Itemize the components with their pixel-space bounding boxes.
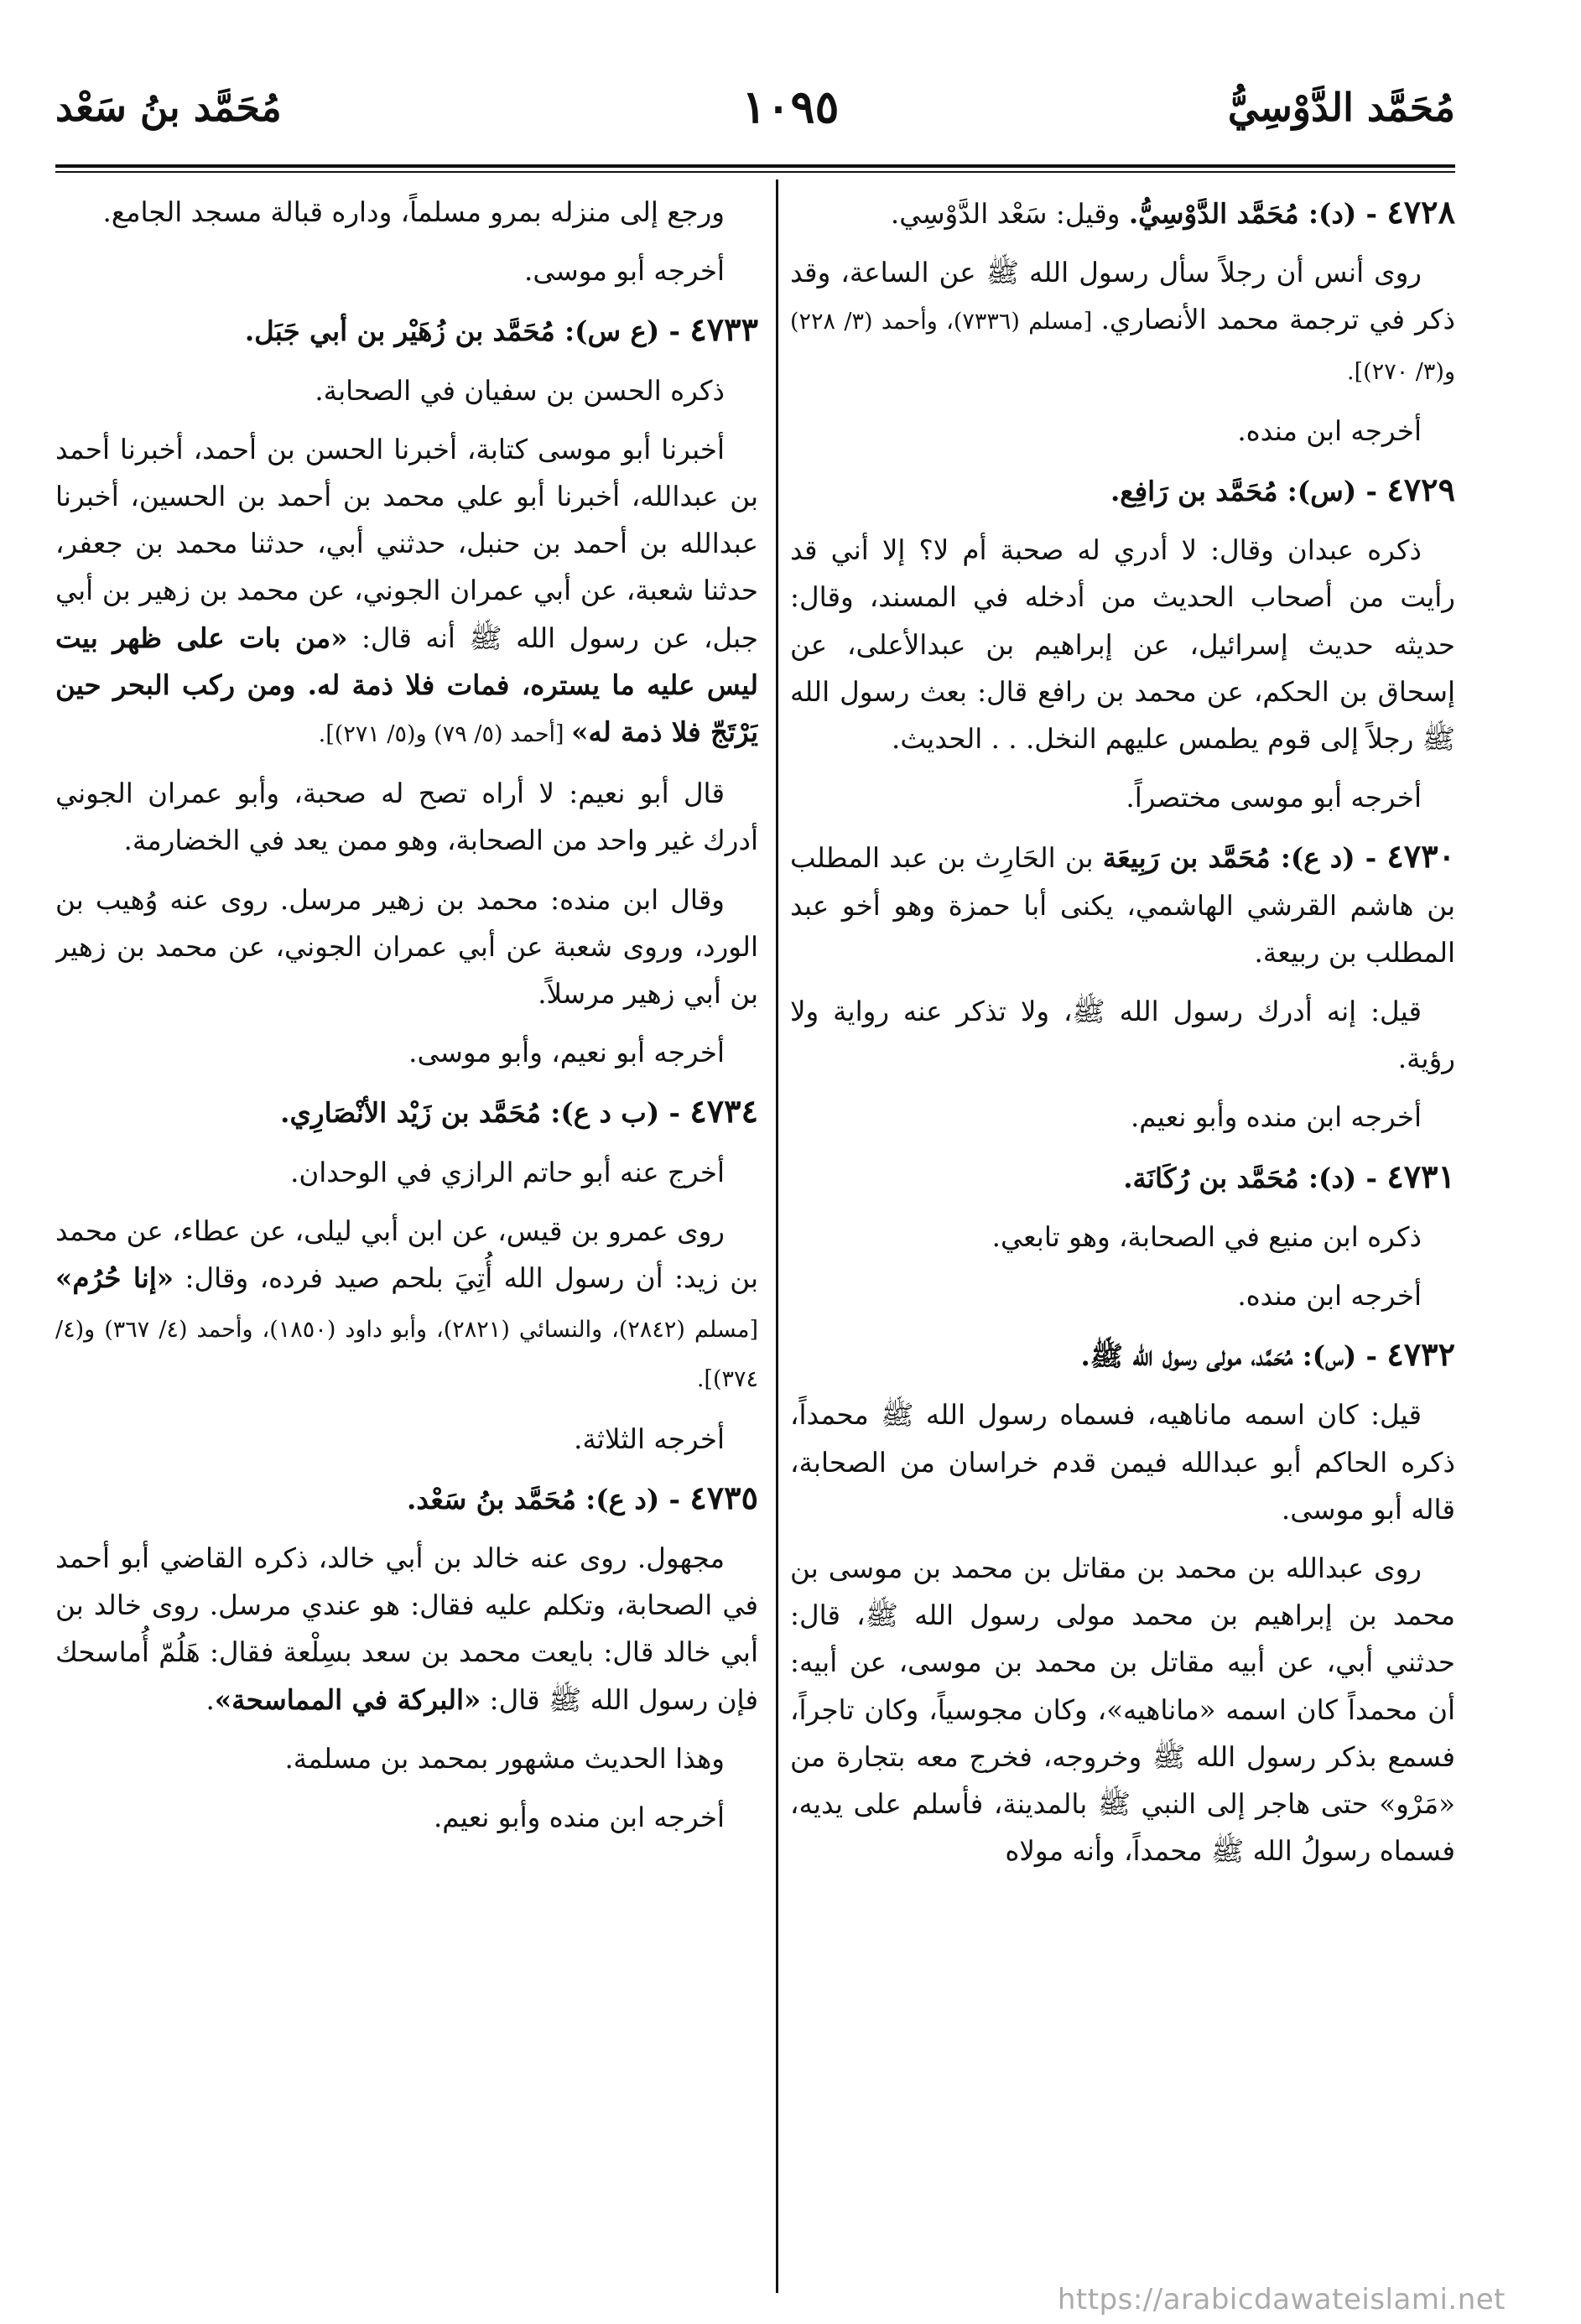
paragraph (55, 1735, 758, 1782)
paragraph (55, 770, 758, 864)
body-text: بن الحَارِث بن عبد المطلب بن هاشم القرشي الهاشمي، يكنى أبا حمزة وهو أخو عبد المطلب بن ربيعة. (790, 842, 1455, 969)
body-text: قيل: كان اسمه ماناهيه، فسماه رسول الله ﷺ محمداً، ذكره الحاكم أبو عبدالله فيمن قدم خراسان من الصحابة، قاله أبو موسى. (790, 1399, 1455, 1526)
entry-separator: - (1355, 841, 1387, 875)
page-number: ١٠٩٥ (741, 80, 840, 133)
body-text: روى عمرو بن قيس، عن ابن أبي ليلى، عن عطاء، عن محمد بن زيد: أن رسول الله أُتِيَ بلحم صيد فرده، وقال: (55, 1214, 758, 1295)
paragraph (790, 988, 1455, 1082)
paragraph (790, 1214, 1455, 1261)
paragraph (55, 247, 758, 294)
right-column (790, 189, 1455, 1887)
entry-heading-paragraph (790, 1331, 1455, 1380)
entry-name: (ع س): مُحَمَّد بن زُهَيْر بن أبي جَبَل. (244, 315, 660, 348)
body-text: أخرجه أبو موسى. (524, 255, 725, 288)
entry-separator: - (659, 315, 690, 348)
paragraph (790, 1272, 1455, 1319)
paragraph (55, 426, 758, 758)
body-text: أخبرنا أبو موسى كتابة، أخبرنا الحسن بن أحمد، أخبرنا أحمد بن عبدالله، أخبرنا أبو علي محمد بن أحمد بن الحسين، أخبرنا عبدالله بن أحمد بن حنبل، حدثني أبي، حدثنا محمد بن جعفر، حدثنا شعبة، عن أبي عمران الجوني، عن محمد بن زهير بن أبي جبل، عن رسول الله ﷺ أنه قال: (55, 433, 758, 654)
entry-heading-paragraph (790, 1153, 1455, 1202)
paragraph (790, 249, 1455, 396)
entry-heading (1128, 193, 1455, 231)
entry-number: ٤٧٢٨ (1386, 193, 1455, 231)
paragraph (55, 1416, 758, 1463)
body-text: . (205, 1683, 215, 1716)
body-text: أخرجه أبو موسى مختصراً. (1126, 782, 1422, 814)
entry-name: (ب د ع): مُحَمَّد بن زَيْد الأنْصَارِي. (280, 1096, 660, 1130)
entry-heading (1110, 471, 1455, 509)
body-text: أخرجه ابن منده وأبو نعيم. (433, 1801, 725, 1834)
paragraph (790, 408, 1455, 455)
entry-number: ٤٧٣١ (1386, 1157, 1455, 1195)
body-text: أخرجه ابن منده. (1237, 1280, 1422, 1313)
running-head-right: مُحَمَّد الدَّوْسِيُّ (1227, 85, 1455, 130)
entry-heading-paragraph (55, 1474, 758, 1523)
entry-number: ٤٧٣٢ (1386, 1335, 1455, 1374)
paragraph (55, 1149, 758, 1196)
body-text: روى أنس أن رجلاً سأل رسول الله ﷺ عن الساعة، وقد ذكر في ترجمة محمد الأنصاري. (790, 257, 1455, 336)
entry-heading-paragraph (790, 189, 1455, 237)
entry-heading (407, 1478, 758, 1516)
entry-heading (1123, 1157, 1455, 1195)
body-text: ذكره الحسن بن سفيان في الصحابة. (315, 374, 725, 407)
entry-name: (د ع): مُحَمَّد بنُ سَعْد. (407, 1482, 660, 1516)
body-text: أخرجه الثلاثة. (574, 1422, 725, 1455)
body-text: وقال ابن منده: محمد بن زهير مرسل. روى عنه وُهيب بن الورد، وروى شعبة عن أبي عمران الجوني، عن محمد بن زهير بن أبي زهير مرسلاً. (55, 883, 758, 1011)
paragraph (790, 774, 1455, 821)
paragraph (790, 1391, 1455, 1533)
watermark-url: https://arabicdawateislami.net (1057, 2283, 1506, 2316)
header-rule (55, 164, 1455, 168)
body-text: ذكره ابن منيع في الصحابة، وهو تابعي. (991, 1220, 1422, 1253)
entry-name: (د ع): مُحَمَّد بن رَبِيعَة (1102, 841, 1355, 875)
paragraph (55, 1029, 758, 1076)
entry-name: (س): مُحَمَّد بن رَافِع. (1110, 475, 1357, 508)
entry-number: ٤٧٣٥ (689, 1478, 758, 1516)
body-text: أخرجه ابن منده وأبو نعيم. (1130, 1101, 1422, 1134)
paragraph (790, 1545, 1455, 1874)
body-text: أخرجه أبو نعيم، وأبو موسى. (408, 1037, 725, 1069)
entry-separator: - (1356, 1339, 1387, 1373)
citation: [مسلم (٢٨٤٢)، والنسائي (٢٨٢١)، وأبو داود (١٨٥٠)، وأحمد (٤/ ٣٦٧) و(٤/ ٣٧٤)]. (55, 1317, 758, 1393)
entry-separator: - (1356, 1161, 1387, 1194)
entry-number: ٤٧٣٤ (689, 1092, 758, 1131)
paragraph (790, 1094, 1455, 1141)
body-text: روى عبدالله بن محمد بن مقاتل بن محمد بن موسى بن محمد بن إبراهيم بن محمد مولى رسول الله ﷺ، قال: حدثني أبي، عن أبيه مقاتل بن محمد بن موسى، عن أبيه: أن محمداً كان اسمه «ماناهيه»، وكان مجوسياً، وكان تاجراً، فسمع بذكر رسول الله ﷺ وخروجه، فخرج معه بتجارة من «مَرْو» حتى هاجر إلى النبي ﷺ بالمدينة، فأسلم على يديه، فسماه رسولُ الله ﷺ محمداً، وأنه مولاه (790, 1552, 1455, 1868)
entry-heading (280, 1092, 758, 1131)
entry-name: (د): مُحَمَّد بن رُكَانَة. (1123, 1161, 1357, 1194)
body-text: أخرجه ابن منده. (1237, 414, 1422, 447)
body-text: وهذا الحديث مشهور بمحمد بن مسلمة. (284, 1742, 725, 1775)
header-rule-thin (55, 171, 1455, 173)
entry-heading-paragraph (790, 833, 1455, 976)
body-text: ذكره عبدان وقال: لا أدري له صحبة أم لا؟ إلا أني قد رأيت من أصحاب الحديث من أدخله في المسند، وقال: حديثه حديث إسرائيل، عن إبراهيم بن عبدالأعلى، عن إسحاق بن الحكم، عن محمد بن رافع قال: بعث رسول الله ﷺ رجلاً إلى قوم يطمس عليهم النخل. . . الحديث. (790, 534, 1455, 756)
paragraph (55, 367, 758, 414)
entry-name: (س): مُحَمَّد، مولى رسول الله ﷺ. (1080, 1339, 1357, 1373)
paragraph (790, 527, 1455, 762)
hadith-quote: «من بات على ظهر بيت ليس عليه ما يستره، فمات فلا ذمة له. ومن ركب البحر حين يَرْتَجّ فلا ذمة له» (55, 621, 758, 749)
entry-separator: - (1356, 475, 1387, 508)
body-text: وقيل: سَعْد الدَّوْسِي. (890, 198, 1129, 230)
left-column (55, 189, 758, 1853)
citation: [مسلم (٧٣٣٦)، وأحمد (٣/ ٢٢٨) و(٣/ ٢٧٠)]. (790, 309, 1455, 385)
body-text: قيل: إنه أدرك رسول الله ﷺ، ولا تذكر عنه رواية ولا رؤية. (790, 996, 1455, 1075)
running-head-left: مُحَمَّد بنُ سَعْد (55, 85, 282, 130)
entry-separator: - (1356, 197, 1387, 230)
paragraph (55, 189, 758, 236)
entry-heading-paragraph (790, 466, 1455, 515)
paragraph (55, 1535, 758, 1724)
paragraph (55, 876, 758, 1018)
entry-heading-paragraph (55, 306, 758, 355)
body-text: قال أبو نعيم: لا أراه تصح له صحبة، وأبو عمران الجوني أدرك غير واحد من الصحابة، وهو ممن يعد في الخضارمة. (55, 777, 758, 857)
entry-heading (1102, 837, 1455, 876)
paragraph (55, 1794, 758, 1841)
entry-heading (1080, 1335, 1455, 1374)
column-divider (776, 179, 778, 2293)
entry-number: ٤٧٣٣ (689, 310, 758, 349)
entry-heading (244, 310, 758, 349)
entry-name: (د): مُحَمَّد الدَّوْسِيُّ. (1128, 197, 1357, 230)
entry-number: ٤٧٢٩ (1386, 471, 1455, 509)
entry-separator: - (659, 1482, 690, 1516)
entry-heading-paragraph (55, 1088, 758, 1136)
entry-separator: - (659, 1096, 690, 1130)
hadith-quote: «البركة في المماسحة» (214, 1682, 481, 1716)
body-text: أخرج عنه أبو حاتم الرازي في الوحدان. (290, 1156, 725, 1188)
body-text: ورجع إلى منزله بمرو مسلماً، وداره قبالة مسجد الجامع. (102, 196, 725, 228)
hadith-quote: «إنا حُرُم» (55, 1261, 174, 1295)
citation: [أحمد (٥/ ٧٩) و(٥/ ٢٧١)]. (318, 721, 572, 748)
paragraph (55, 1208, 758, 1404)
body-text: مجهول. روى عنه خالد بن أبي خالد، ذكره القاضي أبو أحمد في الصحابة، وتكلم عليه فقال: هو عندي مرسل. روى خالد بن أبي خالد قال: بايعت محمد بن سعد بسِلْعة فقال: هَلُمّ أُماسحك فإن رسول الله ﷺ قال: (55, 1542, 758, 1716)
entry-number: ٤٧٣٠ (1386, 837, 1455, 876)
